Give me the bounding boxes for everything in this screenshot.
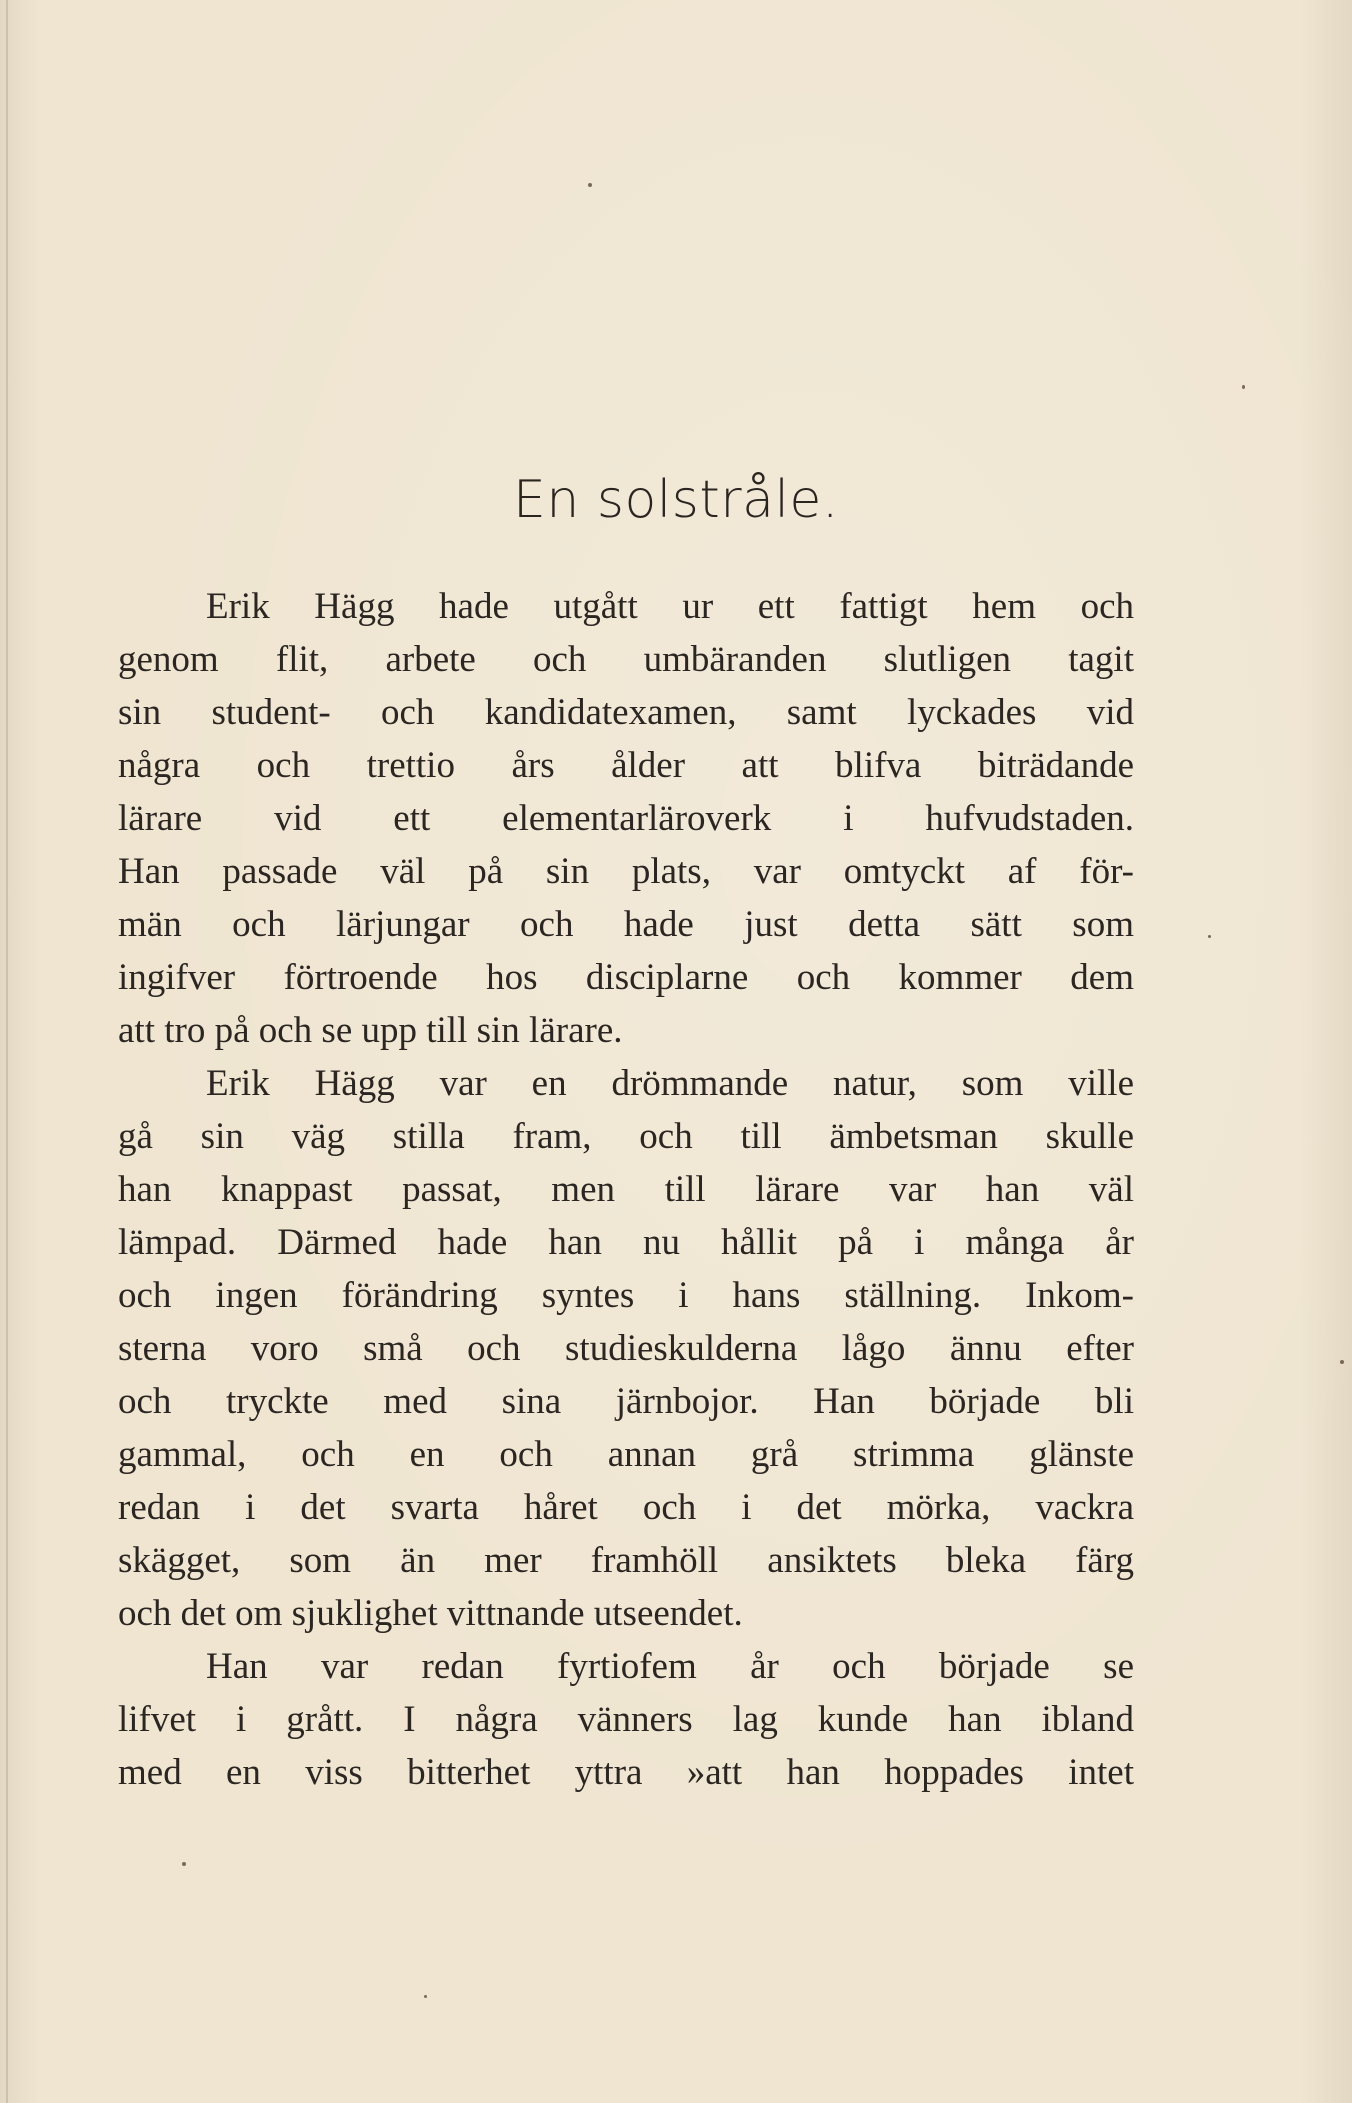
text-line: ingifver förtroende hos disciplarne och kommer dem (118, 957, 1134, 998)
text-line: redan i det svarta håret och i det mörka, vackra (118, 1487, 1134, 1528)
text-line: med en viss bitterhet yttra »att han hoppades intet (118, 1752, 1134, 1793)
text-line: och tryckte med sina järnbojor. Han började bli (118, 1381, 1134, 1422)
paragraph-3 (118, 1640, 1134, 1799)
body-text (118, 580, 1134, 1799)
text-line: Erik Hägg var en drömmande natur, som ville (206, 1063, 1134, 1104)
text-line: skägget, som än mer framhöll ansiktets bleka färg (118, 1540, 1134, 1581)
text-line: genom flit, arbete och umbäranden slutligen tagit (118, 639, 1134, 680)
text-line: gå sin väg stilla fram, och till ämbetsman skulle (118, 1116, 1134, 1157)
text-line: och ingen förändring syntes i hans ställning. Inkom- (118, 1275, 1134, 1316)
text-line: sin student- och kandidatexamen, samt lyckades vid (118, 692, 1134, 733)
text-line: män och lärjungar och hade just detta sätt som (118, 904, 1134, 945)
paper-speck (424, 1995, 427, 1998)
text-line: och det om sjuklighet vittnande utseendet. (118, 1593, 743, 1634)
text-line: han knappast passat, men till lärare var han väl (118, 1169, 1134, 1210)
text-line: sterna voro små och studieskulderna lågo ännu efter (118, 1328, 1134, 1369)
text-line: lärare vid ett elementarläroverk i hufvudstaden. (118, 798, 1134, 839)
text-line: gammal, och en och annan grå strimma glänste (118, 1434, 1134, 1475)
chapter-title: En solstråle. (513, 470, 839, 530)
paper-speck (1340, 1360, 1344, 1364)
paper-speck (1242, 385, 1245, 389)
text-line: att tro på och se upp till sin lärare. (118, 1010, 623, 1051)
paragraph-1 (118, 580, 1134, 1057)
text-line: Erik Hägg hade utgått ur ett fattigt hem och (206, 586, 1134, 627)
page-gutter-edge (6, 0, 8, 2103)
paper-speck (1208, 935, 1211, 938)
text-line: lämpad. Därmed hade han nu hållit på i många år (118, 1222, 1134, 1263)
text-line: Han var redan fyrtiofem år och började se (206, 1646, 1134, 1687)
text-line: några och trettio års ålder att blifva biträdande (118, 745, 1134, 786)
paper-speck (182, 1862, 186, 1866)
paragraph-2 (118, 1057, 1134, 1640)
text-line: lifvet i grått. I några vänners lag kunde han ibland (118, 1699, 1134, 1740)
paper-speck (588, 183, 592, 187)
text-line: Han passade väl på sin plats, var omtyckt af för- (118, 851, 1134, 892)
